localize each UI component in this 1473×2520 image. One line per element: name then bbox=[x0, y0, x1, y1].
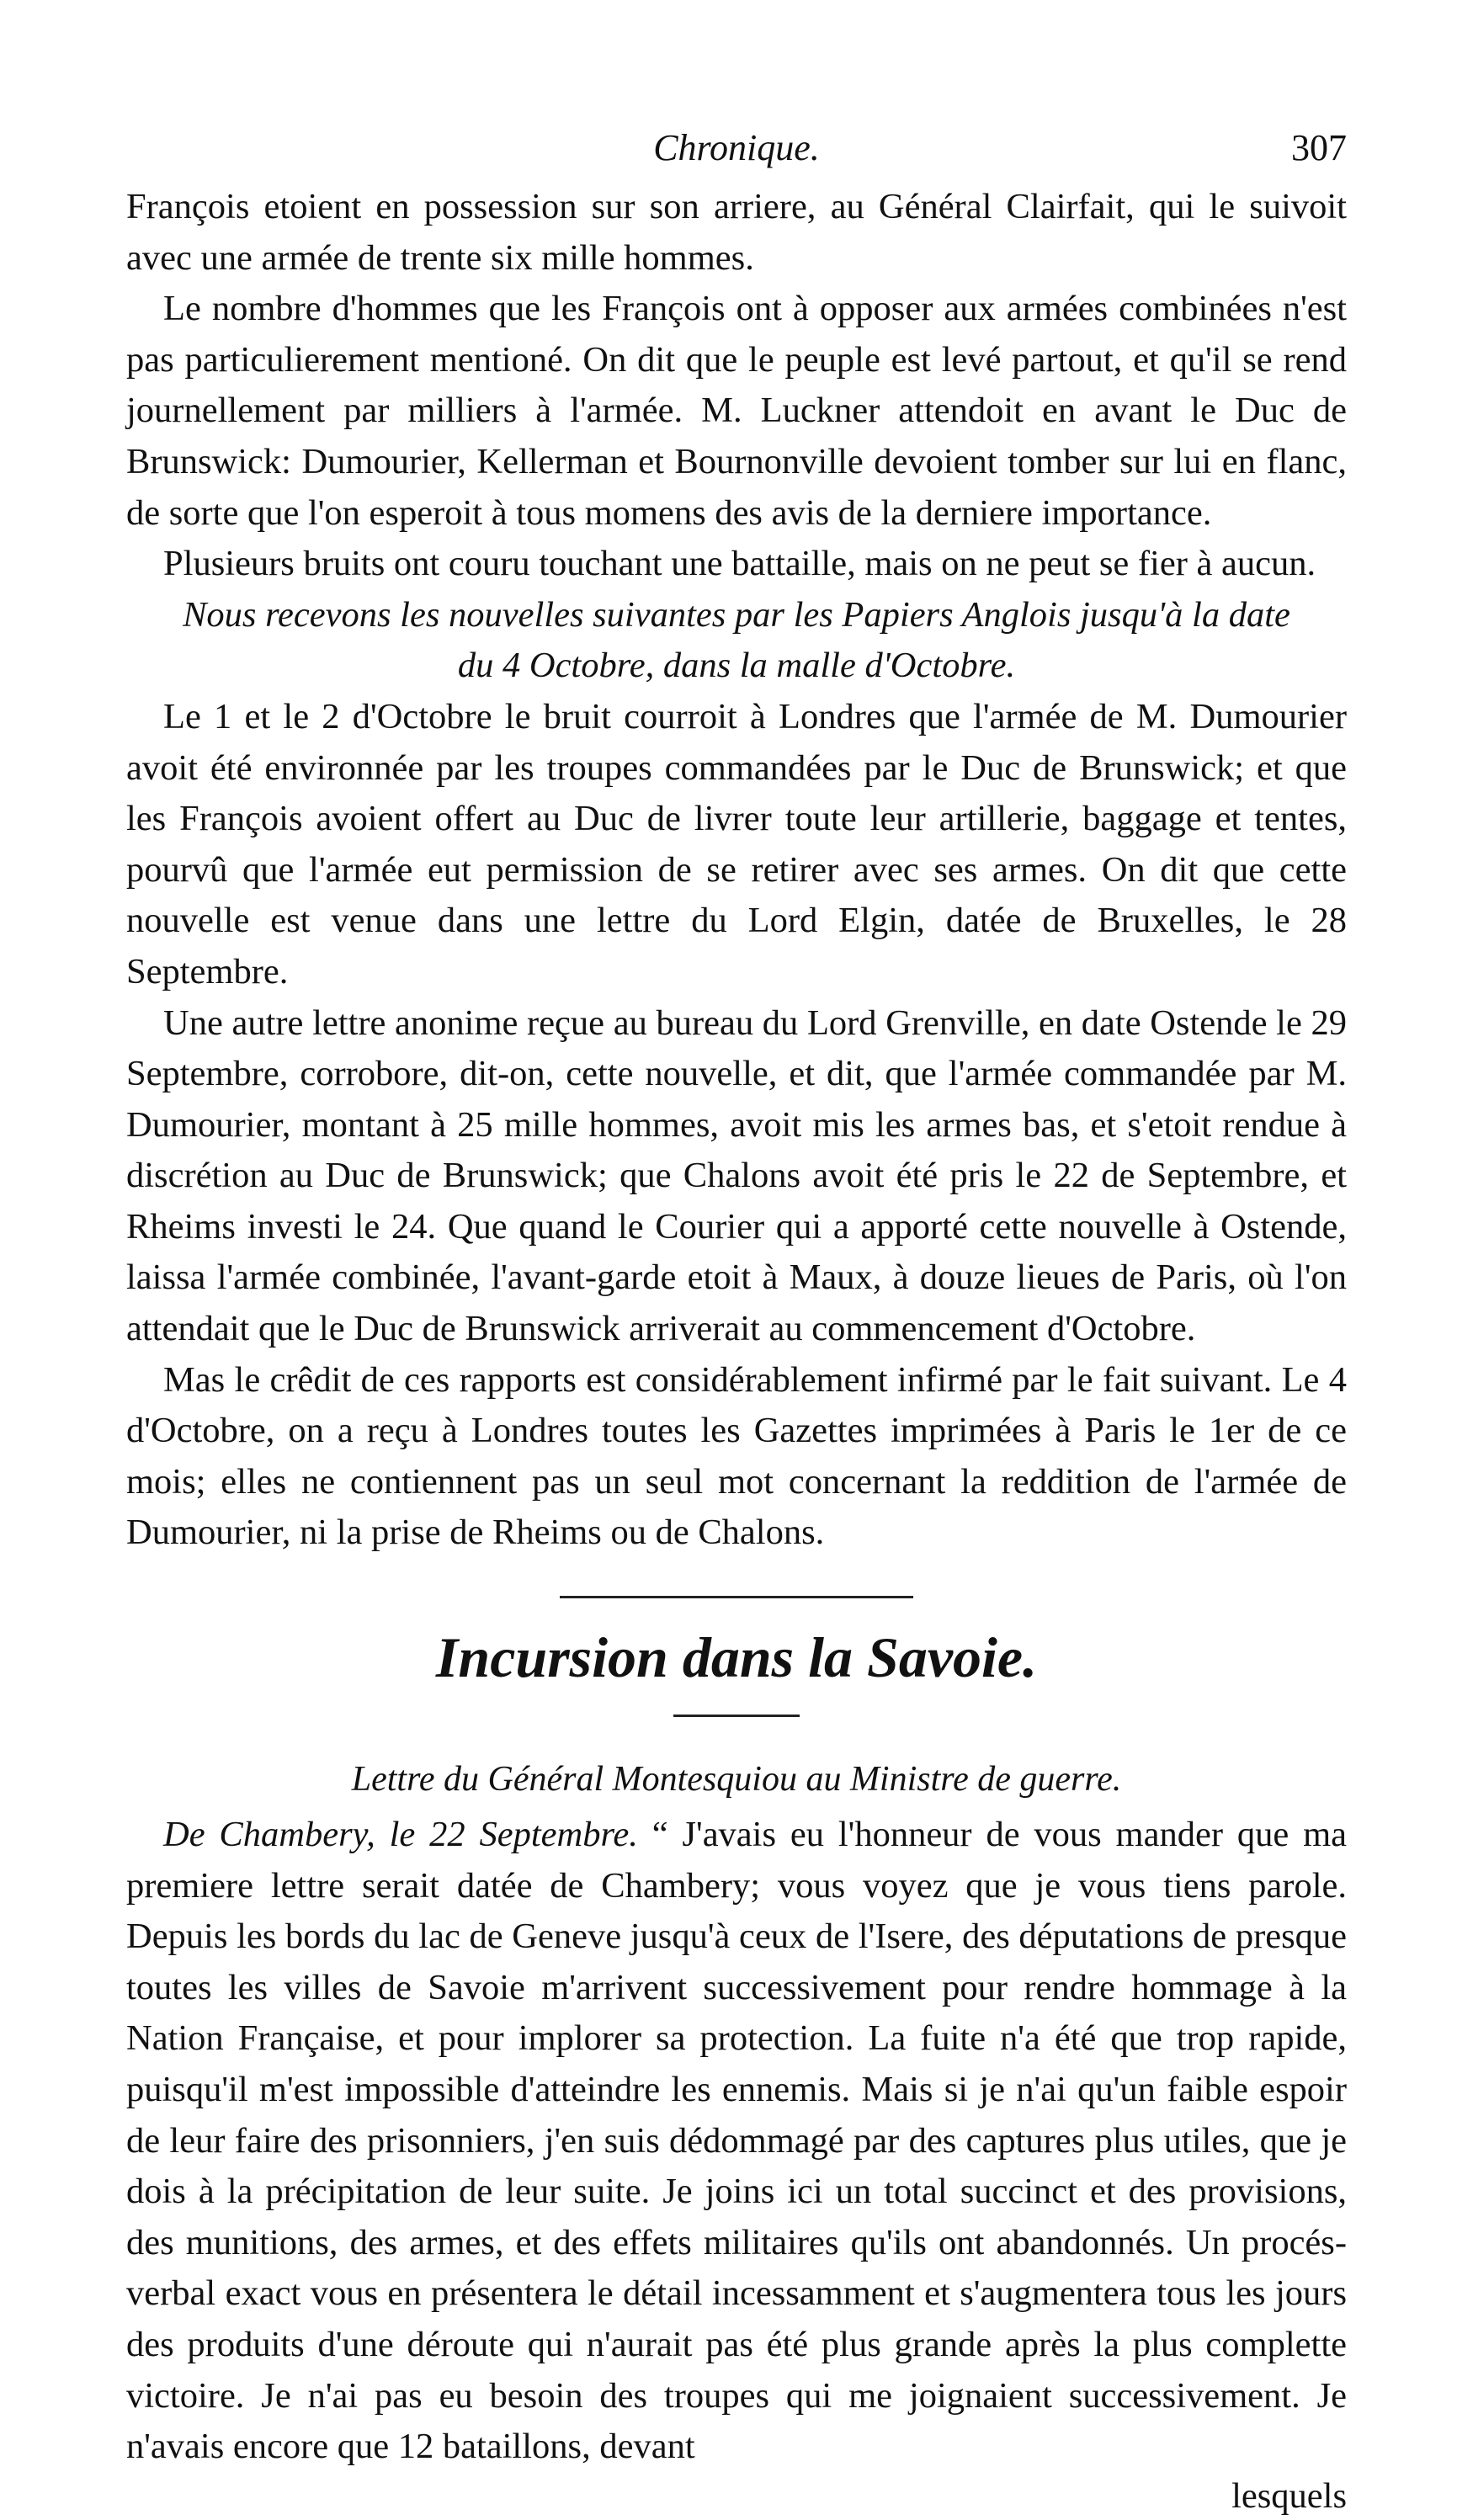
paragraph: Plusieurs bruits ont couru touchant une battaille, mais on ne peut se fier à aucun. bbox=[163, 544, 1316, 584]
catchword: lesquels bbox=[1231, 2475, 1347, 2516]
news-notice-line: du 4 Octobre, dans la malle d'Octobre. bbox=[457, 646, 1016, 686]
body-text bbox=[126, 182, 1347, 2520]
section-heading: Incursion dans la Savoie. bbox=[435, 1625, 1038, 1690]
running-title: Chronique. bbox=[653, 127, 820, 168]
news-notice-line: Nous recevons les nouvelles suivantes par les Papiers Anglois jusqu'à la date bbox=[183, 594, 1290, 635]
heading-rule bbox=[673, 1715, 800, 1717]
paragraph: François etoient en possession sur son arriere, au Général Clairfait, qui le suivoit avec une armée de trente six mille hommes. bbox=[126, 187, 1347, 278]
letter-text: “ J'avais eu l'honneur de vous mander que ma premiere lettre serait datée de Chambery; vous voyez que je vous tiens parole. Depuis les bords du lac de Geneve jusqu'à ceux de l'Isere, des députations de presque toutes les villes de Savoie m'arrivent successivement pour rendre hommage à la Nation Française, et pour implorer sa protection. La fuite n'a été que trop rapide, puisqu'il m'est impossible d'atteindre les ennemis. Mais si je n'ai qu'un faible espoir de leur faire des prisonniers, j'en suis dédommagé par des captures plus utiles, que je dois à la précipitation de leur suite. Je joins ici un total succinct et des provisions, des munitions, des armes, et des effets militaires qu'ils ont abandonnés. Un procés-verbal exact vous en présentera le détail incessamment et s'augmentera tous les jours des produits d'une déroute qui n'aurait pas été plus grande après la plus complette victoire. Je n'ai pas eu besoin des troupes qui me joignaient successivement. Je n'avais encore que 12 bataillons, devant bbox=[126, 1815, 1347, 2467]
letter-heading: Lettre du Général Montesquiou au Ministre de guerre. bbox=[351, 1760, 1122, 1800]
running-head bbox=[126, 126, 1347, 177]
section-divider bbox=[560, 1596, 913, 1598]
paragraph: Le nombre d'hommes que les François ont à opposer aux armées combinées n'est pas particulierement mentioné. On dit que le peuple est levé partout, et qu'il se rend journellement par milliers à l'armée. M. Luckner attendoit en avant le Duc de Brunswick: Dumourier, Kellerman et Bournonville devoient tomber sur lui en flanc, de sorte que l'on esperoit à tous momens des avis de la derniere importance. bbox=[126, 289, 1347, 533]
page-number: 307 bbox=[1291, 127, 1347, 168]
paragraph: Une autre lettre anonime reçue au bureau du Lord Grenville, en date Ostende le 29 Septembre, corrobore, dit-on, cette nouvelle, et dit, que l'armée commandée par M. Dumourier, montant à 25 mille hommes, avoit mis les armes bas, et s'etoit rendue à discrétion au Duc de Brunswick; que Chalons avoit été pris le 22 de Septembre, et Rheims investi le 24. Que quand le Courier qui a apporté cette nouvelle à Ostende, laissa l'armée combinée, l'avant-garde etoit à Maux, à douze lieues de Paris, où l'on attendait que le Duc de Brunswick arriverait au commencement d'Octobre. bbox=[126, 1002, 1347, 1349]
news-notice bbox=[126, 590, 1347, 692]
letter-paragraph bbox=[126, 1810, 1347, 2473]
letter-dateline: De Chambery, le 22 Septembre. bbox=[163, 1815, 638, 1855]
paragraph: Mas le crêdit de ces rapports est considérablement infirmé par le fait suivant. Le 4 d'Octobre, on a reçu à Londres toutes les Gazettes imprimées à Paris le 1er de ce mois; elles ne contiennent pas un seul mot concernant la reddition de l'armée de Dumourier, ni la prise de Rheims ou de Chalons. bbox=[126, 1359, 1347, 1553]
paragraph: Le 1 et le 2 d'Octobre le bruit courroit à Londres que l'armée de M. Dumourier avoit été environnée par les troupes commandées par le Duc de Brunswick; et que les François avoient offert au Duc de livrer toute leur artillerie, baggage et tentes, pourvû que l'armée eut permission de se retirer avec ses armes. On dit que cette nouvelle est venue dans une lettre du Lord Elgin, datée de Bruxelles, le 28 Septembre. bbox=[126, 696, 1347, 992]
